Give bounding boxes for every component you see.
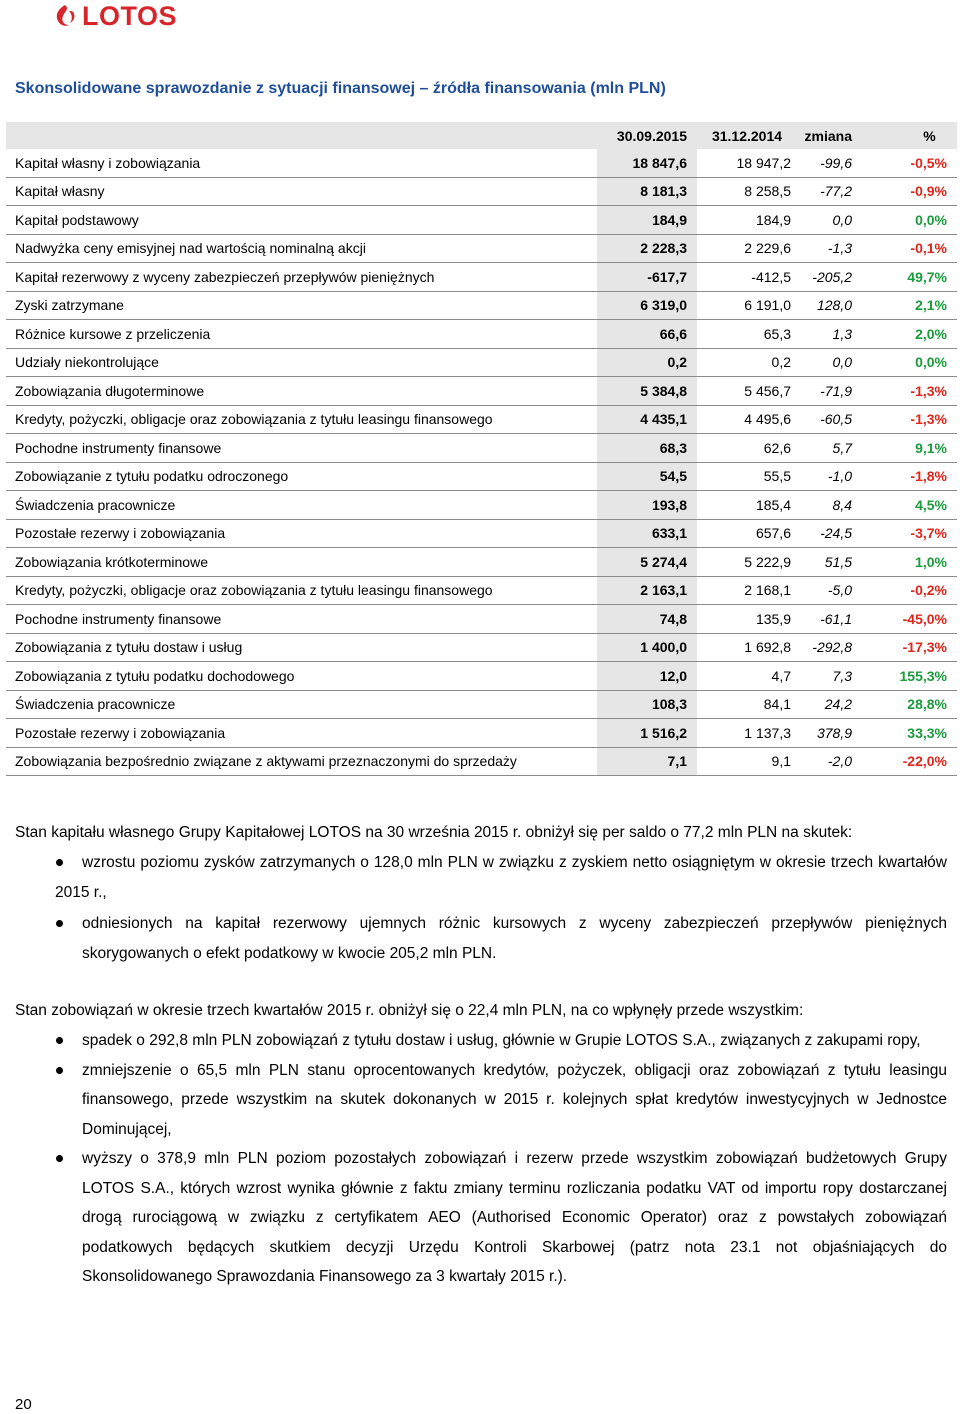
value-percent: -0,2% — [882, 576, 957, 605]
row-label: Kapitał podstawowy — [6, 206, 597, 235]
value-percent: 4,5% — [882, 491, 957, 520]
bullet-icon — [56, 1037, 63, 1044]
table-header-row — [6, 122, 957, 149]
row-label: Udziały niekontrolujące — [6, 348, 597, 377]
value-current: -617,7 — [597, 263, 697, 292]
value-previous: -412,5 — [697, 263, 797, 292]
list-item — [0, 1056, 947, 1145]
table-row — [6, 206, 957, 235]
value-change: 24,2 — [797, 690, 882, 719]
row-label: Kredyty, pożyczki, obligacje oraz zobowiązania z tytułu leasingu finansowego — [6, 405, 597, 434]
row-label: Nadwyżka ceny emisyjnej nad wartością nominalną akcji — [6, 234, 597, 263]
row-label: Pochodne instrumenty finansowe — [6, 434, 597, 463]
value-previous: 84,1 — [697, 690, 797, 719]
table-row — [6, 348, 957, 377]
paragraph-liabilities: Stan zobowiązań w okresie trzech kwartałów 2015 r. obniżył się o 22,4 mln PLN, na co wpłynęły przede wszystkim: — [15, 1002, 804, 1019]
value-previous: 1 137,3 — [697, 719, 797, 748]
row-label: Zobowiązania z tytułu podatku dochodowego — [6, 662, 597, 691]
value-current: 5 384,8 — [597, 377, 697, 406]
value-current: 8 181,3 — [597, 177, 697, 206]
value-change: -71,9 — [797, 377, 882, 406]
value-previous: 2 168,1 — [697, 576, 797, 605]
value-current: 5 274,4 — [597, 548, 697, 577]
value-previous: 55,5 — [697, 462, 797, 491]
value-change: -5,0 — [797, 576, 882, 605]
table-row — [6, 405, 957, 434]
value-change: 0,0 — [797, 206, 882, 235]
row-label: Kapitał własny — [6, 177, 597, 206]
table-row — [6, 576, 957, 605]
value-current: 66,6 — [597, 320, 697, 349]
value-percent: 9,1% — [882, 434, 957, 463]
value-current: 2 163,1 — [597, 576, 697, 605]
balance-sheet-table — [6, 122, 957, 776]
header-label — [6, 122, 597, 149]
table-row — [6, 434, 957, 463]
bullet-text: wyższy o 378,9 mln PLN poziom pozostałych zobowiązań i rezerw przede wszystkim zobowiązań budżetowych Grupy LOTOS S.A., których wzrost wynika głównie z faktu zmiany terminu rozliczania podatku VAT od importu ropy dostarczanej drogą rurociągową w związku z certyfikatem AEO (Authorised Economic Operator) oraz z powstałych zobowiązań podatkowych będących skutkiem decyzji Urzędu Kontroli Skarbowej (patrz nota 23.1 not objaśniających do Skonsolidowanego Sprawozdania Finansowego za 3 kwartały 2015 r.). — [82, 1150, 947, 1285]
logo-wordmark: LOTOS — [82, 1, 178, 31]
row-label: Zobowiązania długoterminowe — [6, 377, 597, 406]
lotos-logo — [52, 2, 177, 30]
value-change: -1,0 — [797, 462, 882, 491]
value-percent: 2,1% — [882, 291, 957, 320]
value-change: 0,0 — [797, 348, 882, 377]
value-change: -99,6 — [797, 149, 882, 177]
value-percent: -0,5% — [882, 149, 957, 177]
value-previous: 1 692,8 — [697, 633, 797, 662]
table-row — [6, 548, 957, 577]
value-current: 54,5 — [597, 462, 697, 491]
header-change: zmiana — [797, 122, 882, 149]
table-row — [6, 149, 957, 177]
bullet-icon — [56, 859, 63, 866]
value-percent: 0,0% — [882, 206, 957, 235]
table-row — [6, 291, 957, 320]
value-change: -205,2 — [797, 263, 882, 292]
bullet-list-equity — [0, 848, 947, 968]
value-current: 68,3 — [597, 434, 697, 463]
row-label: Świadczenia pracownicze — [6, 491, 597, 520]
value-previous: 0,2 — [697, 348, 797, 377]
table-row — [6, 605, 957, 634]
value-percent: 155,3% — [882, 662, 957, 691]
value-change: -60,5 — [797, 405, 882, 434]
value-change: -24,5 — [797, 519, 882, 548]
table-row — [6, 234, 957, 263]
value-current: 184,9 — [597, 206, 697, 235]
table-row — [6, 377, 957, 406]
value-percent: -1,8% — [882, 462, 957, 491]
bullet-icon — [56, 920, 63, 927]
row-label: Kapitał własny i zobowiązania — [6, 149, 597, 177]
table-row — [6, 519, 957, 548]
value-change: 51,5 — [797, 548, 882, 577]
value-current: 108,3 — [597, 690, 697, 719]
table-row — [6, 719, 957, 748]
header-date-current: 30.09.2015 — [597, 122, 697, 149]
value-previous: 4 495,6 — [697, 405, 797, 434]
table-row — [6, 320, 957, 349]
value-previous: 5 222,9 — [697, 548, 797, 577]
value-previous: 62,6 — [697, 434, 797, 463]
table-row — [6, 662, 957, 691]
list-item — [0, 1144, 947, 1292]
value-previous: 184,9 — [697, 206, 797, 235]
row-label: Różnice kursowe z przeliczenia — [6, 320, 597, 349]
value-previous: 185,4 — [697, 491, 797, 520]
bullet-icon — [56, 1067, 63, 1074]
row-label: Świadczenia pracownicze — [6, 690, 597, 719]
table-row — [6, 491, 957, 520]
list-item — [0, 1026, 947, 1056]
value-previous: 18 947,2 — [697, 149, 797, 177]
value-change: 5,7 — [797, 434, 882, 463]
row-label: Zobowiązania bezpośrednio związane z aktywami przeznaczonymi do sprzedaży — [6, 747, 597, 776]
value-current: 18 847,6 — [597, 149, 697, 177]
value-change: 7,3 — [797, 662, 882, 691]
value-current: 6 319,0 — [597, 291, 697, 320]
value-previous: 5 456,7 — [697, 377, 797, 406]
value-current: 12,0 — [597, 662, 697, 691]
value-percent: 0,0% — [882, 348, 957, 377]
value-change: 1,3 — [797, 320, 882, 349]
value-change: 128,0 — [797, 291, 882, 320]
value-current: 2 228,3 — [597, 234, 697, 263]
row-label: Kredyty, pożyczki, obligacje oraz zobowiązania z tytułu leasingu finansowego — [6, 576, 597, 605]
value-previous: 8 258,5 — [697, 177, 797, 206]
value-previous: 4,7 — [697, 662, 797, 691]
list-item — [55, 848, 947, 907]
lotos-flame-icon — [52, 3, 78, 29]
value-current: 4 435,1 — [597, 405, 697, 434]
value-current: 7,1 — [597, 747, 697, 776]
value-percent: 28,8% — [882, 690, 957, 719]
row-label: Kapitał rezerwowy z wyceny zabezpieczeń przepływów pieniężnych — [6, 263, 597, 292]
table-row — [6, 263, 957, 292]
value-current: 1 400,0 — [597, 633, 697, 662]
bullet-text: wzrostu poziomu zysków zatrzymanych o 128,0 mln PLN w związku z zyskiem netto osiągniętym w okresie trzech kwartałów 2015 r., — [55, 854, 947, 901]
table-row — [6, 747, 957, 776]
section-title: Skonsolidowane sprawozdanie z sytuacji finansowej – źródła finansowania (mln PLN) — [15, 80, 666, 97]
value-current: 633,1 — [597, 519, 697, 548]
table-row — [6, 177, 957, 206]
value-percent: 1,0% — [882, 548, 957, 577]
value-change: -292,8 — [797, 633, 882, 662]
value-previous: 65,3 — [697, 320, 797, 349]
value-percent: 49,7% — [882, 263, 957, 292]
paragraph-equity: Stan kapitału własnego Grupy Kapitałowej LOTOS na 30 września 2015 r. obniżył się per saldo o 77,2 mln PLN na skutek: — [15, 824, 853, 841]
value-change: -77,2 — [797, 177, 882, 206]
value-percent: -0,9% — [882, 177, 957, 206]
value-change: -61,1 — [797, 605, 882, 634]
list-item — [0, 909, 947, 968]
value-change: 8,4 — [797, 491, 882, 520]
value-percent: -45,0% — [882, 605, 957, 634]
page-number: 20 — [15, 1396, 32, 1413]
value-current: 74,8 — [597, 605, 697, 634]
row-label: Pozostałe rezerwy i zobowiązania — [6, 519, 597, 548]
value-change: -1,3 — [797, 234, 882, 263]
value-previous: 2 229,6 — [697, 234, 797, 263]
bullet-text: odniesionych na kapitał rezerwowy ujemnych różnic kursowych z wyceny zabezpieczeń przepływów pieniężnych skorygowanych o efekt podatkowy w kwocie 205,2 mln PLN. — [82, 915, 947, 962]
value-percent: -22,0% — [882, 747, 957, 776]
header-date-previous: 31.12.2014 — [697, 122, 797, 149]
value-previous: 657,6 — [697, 519, 797, 548]
bullet-list-liabilities — [0, 1026, 947, 1292]
value-percent: -17,3% — [882, 633, 957, 662]
value-percent: 2,0% — [882, 320, 957, 349]
value-percent: -1,3% — [882, 377, 957, 406]
table-row — [6, 690, 957, 719]
value-percent: -0,1% — [882, 234, 957, 263]
value-current: 1 516,2 — [597, 719, 697, 748]
value-current: 193,8 — [597, 491, 697, 520]
value-current: 0,2 — [597, 348, 697, 377]
row-label: Zyski zatrzymane — [6, 291, 597, 320]
table-row — [6, 462, 957, 491]
row-label: Zobowiązanie z tytułu podatku odroczonego — [6, 462, 597, 491]
value-change: -2,0 — [797, 747, 882, 776]
bullet-icon — [56, 1155, 63, 1162]
value-previous: 6 191,0 — [697, 291, 797, 320]
value-percent: -3,7% — [882, 519, 957, 548]
bullet-text: spadek o 292,8 mln PLN zobowiązań z tytułu dostaw i usług, głównie w Grupie LOTOS S.A., związanych z zakupami ropy, — [82, 1032, 921, 1049]
header-percent: % — [882, 122, 957, 149]
value-percent: -1,3% — [882, 405, 957, 434]
table-row — [6, 633, 957, 662]
value-percent: 33,3% — [882, 719, 957, 748]
row-label: Pozostałe rezerwy i zobowiązania — [6, 719, 597, 748]
value-previous: 9,1 — [697, 747, 797, 776]
row-label: Zobowiązania z tytułu dostaw i usług — [6, 633, 597, 662]
row-label: Pochodne instrumenty finansowe — [6, 605, 597, 634]
value-previous: 135,9 — [697, 605, 797, 634]
row-label: Zobowiązania krótkoterminowe — [6, 548, 597, 577]
bullet-text: zmniejszenie o 65,5 mln PLN stanu oprocentowanych kredytów, pożyczek, obligacji oraz zobowiązań z tytułu leasingu finansowego, przede wszystkim na skutek dokonanych w 2015 r. kolejnych spłat kredytów inwestycyjnych w Jednostce Dominującej, — [82, 1061, 947, 1138]
value-change: 378,9 — [797, 719, 882, 748]
